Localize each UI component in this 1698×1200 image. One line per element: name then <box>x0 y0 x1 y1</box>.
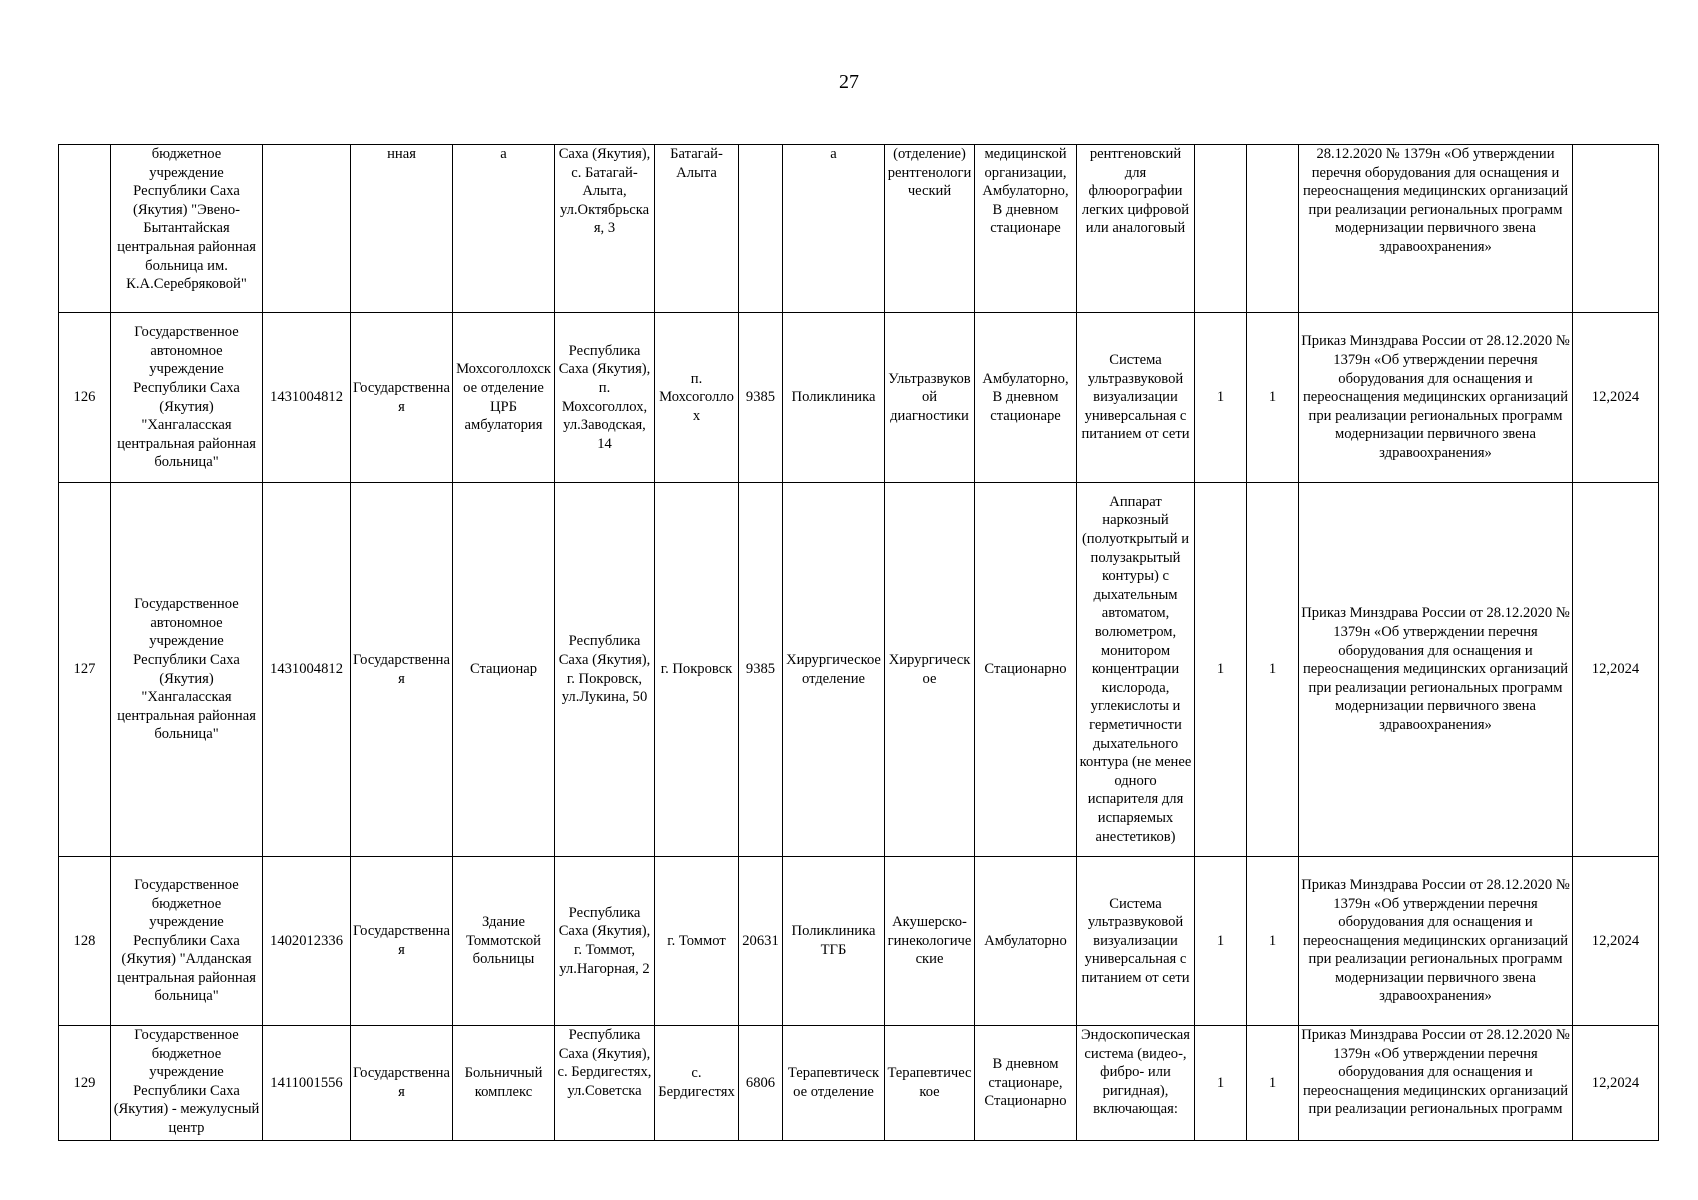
population <box>739 145 783 313</box>
row-number: 126 <box>59 313 111 483</box>
quantity-needed <box>1195 145 1247 313</box>
subdivision: Стационар <box>453 483 555 857</box>
settlement: г. Томмот <box>655 857 739 1026</box>
quantity-planned: 1 <box>1247 313 1299 483</box>
legal-basis: Приказ Минздрава России от 28.12.2020 № 1379н «Об утверждении перечня оборудования для оснащения и переоснащения медицинских организаций при реализации региональных программ модернизации первичного звена здравоохранения» <box>1299 857 1573 1026</box>
quantity-needed: 1 <box>1195 857 1247 1026</box>
ownership-form: Государственная <box>351 1026 453 1141</box>
organization-name: Государственное бюджетное учреждение Республики Саха (Якутия) "Алданская центральная районная больница" <box>111 857 263 1026</box>
department-profile: Хирургическое <box>885 483 975 857</box>
row-number: 127 <box>59 483 111 857</box>
table-row <box>59 483 1659 857</box>
care-conditions: В дневном стационаре, Стационарно <box>975 1026 1077 1141</box>
address: Республика Саха (Якутия), г. Томмот, ул.Нагорная, 2 <box>555 857 655 1026</box>
equipment-registry-table <box>58 144 1659 1141</box>
quantity-needed: 1 <box>1195 1026 1247 1141</box>
subdivision: Мохсоголлохское отделение ЦРБ амбулатория <box>453 313 555 483</box>
quantity-planned: 1 <box>1247 857 1299 1026</box>
settlement: п. Мохсоголлох <box>655 313 739 483</box>
equipment-name: Система ультразвуковой визуализации универсальная с питанием от сети <box>1077 857 1195 1026</box>
delivery-date: 12,2024 <box>1573 313 1659 483</box>
organization-name: Государственное автономное учреждение Республики Саха (Якутия) "Хангаласская центральная районная больница" <box>111 313 263 483</box>
legal-basis: Приказ Минздрава России от 28.12.2020 № 1379н «Об утверждении перечня оборудования для оснащения и переоснащения медицинских организаций при реализации региональных программ <box>1299 1026 1573 1141</box>
legal-basis: Приказ Минздрава России от 28.12.2020 № 1379н «Об утверждении перечня оборудования для оснащения и переоснащения медицинских организаций при реализации региональных программ модернизации первичного звена здравоохранения» <box>1299 313 1573 483</box>
care-conditions: Стационарно <box>975 483 1077 857</box>
inn: 1431004812 <box>263 483 351 857</box>
page-number: 27 <box>839 71 859 93</box>
care-conditions: Амбулаторно, В дневном стационаре <box>975 313 1077 483</box>
population: 9385 <box>739 483 783 857</box>
equipment-name: Аппарат наркозный (полуоткрытый и полузакрытый контуры) с дыхательным автоматом, волюметром, монитором концентрации кислорода, углекислоты и герметичности дыхательного контура (не менее одного испарителя для испаряемых анестетиков) <box>1077 483 1195 857</box>
structural-unit: Поликлиника <box>783 313 885 483</box>
organization-name: бюджетное учреждение Республики Саха (Якутия) "Эвено-Бытантайская центральная районная больница им. К.А.Серебряковой" <box>111 145 263 313</box>
ownership-form: Государственная <box>351 313 453 483</box>
table-row <box>59 1026 1659 1141</box>
subdivision: Больничный комплекс <box>453 1026 555 1141</box>
inn: 1431004812 <box>263 313 351 483</box>
delivery-date: 12,2024 <box>1573 1026 1659 1141</box>
structural-unit: а <box>783 145 885 313</box>
ownership-form: Государственная <box>351 483 453 857</box>
equipment-name: Эндоскопическая система (видео-, фибро- или ригидная), включающая: <box>1077 1026 1195 1141</box>
address: Саха (Якутия), с. Батагай-Алыта, ул.Октябрьская, 3 <box>555 145 655 313</box>
equipment-name: рентгеновский для флюорографии легких цифровой или аналоговый <box>1077 145 1195 313</box>
department-profile: Акушерско-гинекологические <box>885 857 975 1026</box>
table-row <box>59 145 1659 313</box>
delivery-date: 12,2024 <box>1573 483 1659 857</box>
quantity-planned <box>1247 145 1299 313</box>
quantity-planned: 1 <box>1247 1026 1299 1141</box>
table-row <box>59 857 1659 1026</box>
address: Республика Саха (Якутия), г. Покровск, ул.Лукина, 50 <box>555 483 655 857</box>
subdivision: а <box>453 145 555 313</box>
structural-unit: Поликлиника ТГБ <box>783 857 885 1026</box>
care-conditions: медицинской организации, Амбулаторно, В дневном стационаре <box>975 145 1077 313</box>
department-profile: Терапевтическое <box>885 1026 975 1141</box>
address: Республика Саха (Якутия), п. Мохсоголлох, ул.Заводская, 14 <box>555 313 655 483</box>
address: Республика Саха (Якутия), с. Бердигестях, ул.Советска <box>555 1026 655 1141</box>
population: 20631 <box>739 857 783 1026</box>
quantity-planned: 1 <box>1247 483 1299 857</box>
department-profile: Ультразвуковой диагностики <box>885 313 975 483</box>
delivery-date <box>1573 145 1659 313</box>
organization-name: Государственное бюджетное учреждение Республики Саха (Якутия) - межулусный центр <box>111 1026 263 1141</box>
inn: 1411001556 <box>263 1026 351 1141</box>
settlement: Батагай-Алыта <box>655 145 739 313</box>
equipment-name: Система ультразвуковой визуализации универсальная с питанием от сети <box>1077 313 1195 483</box>
quantity-needed: 1 <box>1195 313 1247 483</box>
row-number <box>59 145 111 313</box>
population: 6806 <box>739 1026 783 1141</box>
legal-basis: 28.12.2020 № 1379н «Об утверждении перечня оборудования для оснащения и переоснащения медицинских организаций при реализации региональных программ модернизации первичного звена здравоохранения» <box>1299 145 1573 313</box>
inn <box>263 145 351 313</box>
department-profile: (отделение) рентгенологический <box>885 145 975 313</box>
organization-name: Государственное автономное учреждение Республики Саха (Якутия) "Хангаласская центральная районная больница" <box>111 483 263 857</box>
legal-basis: Приказ Минздрава России от 28.12.2020 № 1379н «Об утверждении перечня оборудования для оснащения и переоснащения медицинских организаций при реализации региональных программ модернизации первичного звена здравоохранения» <box>1299 483 1573 857</box>
care-conditions: Амбулаторно <box>975 857 1077 1026</box>
population: 9385 <box>739 313 783 483</box>
settlement: с. Бердигестях <box>655 1026 739 1141</box>
structural-unit: Терапевтическое отделение <box>783 1026 885 1141</box>
ownership-form: Государственная <box>351 857 453 1026</box>
delivery-date: 12,2024 <box>1573 857 1659 1026</box>
table-row <box>59 313 1659 483</box>
settlement: г. Покровск <box>655 483 739 857</box>
row-number: 128 <box>59 857 111 1026</box>
structural-unit: Хирургическое отделение <box>783 483 885 857</box>
inn: 1402012336 <box>263 857 351 1026</box>
quantity-needed: 1 <box>1195 483 1247 857</box>
ownership-form: нная <box>351 145 453 313</box>
row-number: 129 <box>59 1026 111 1141</box>
subdivision: Здание Томмотской больницы <box>453 857 555 1026</box>
